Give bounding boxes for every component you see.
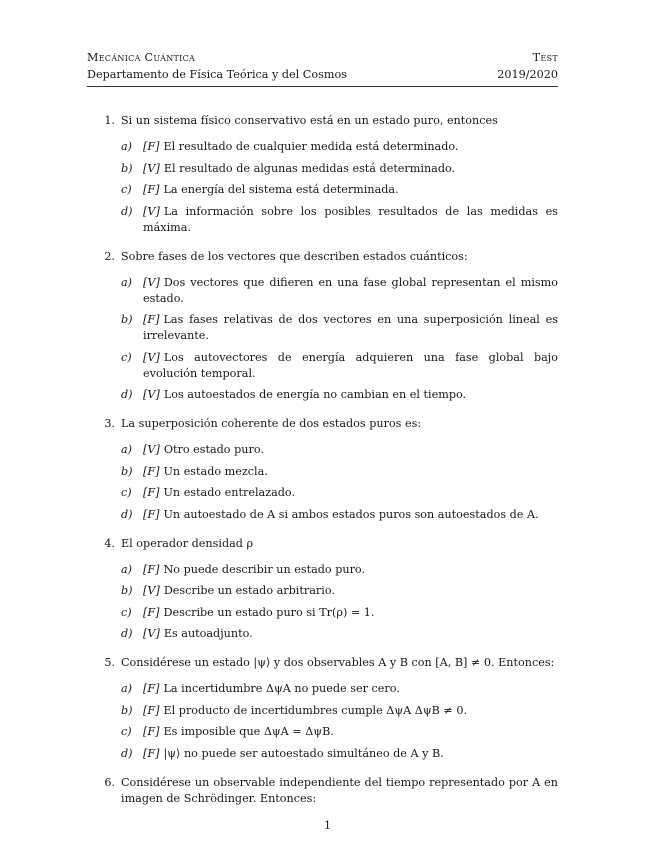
option-label: a) [121,275,133,289]
answer-mark: [V] [143,627,160,640]
option-body [143,464,558,480]
option-label: d) [121,388,133,401]
option-text: La información sobre los posibles resultados de las medidas es máxima. [143,204,558,234]
option-text: Describe un estado puro si Tr(ρ) = 1. [163,605,375,619]
answer-mark: [F] [143,183,160,196]
option-item [121,681,558,697]
option-item [121,626,558,642]
option-body [143,703,558,719]
option-body [143,507,558,523]
option-label: a) [121,682,133,695]
option-text: Dos vectores que difieren en una fase global representan el mismo estado. [143,275,558,305]
question-number: 1. [104,114,115,127]
question-4 [87,536,558,552]
option-list [121,139,558,236]
option-body [143,139,558,155]
option-list [121,681,558,762]
option-item [121,724,558,740]
option-label: b) [121,313,133,326]
question-text: Considérese un observable independiente del tiempo representado por A en imagen de Schrödinger. Entonces: [121,775,558,805]
option-body [143,387,558,403]
option-label: d) [121,507,133,521]
option-label: d) [121,627,133,640]
option-body [143,204,558,236]
option-item [121,605,558,621]
question-text: La superposición coherente de dos estados puros es: [121,417,422,430]
answer-mark: [V] [143,204,160,218]
option-label: b) [121,584,133,597]
option-label: b) [121,703,133,717]
question-text: Sobre fases de los vectores que describen estados cuánticos: [121,249,468,263]
question-2 [87,249,558,265]
option-body [143,275,558,307]
page-number: 1 [323,819,332,832]
option-body [143,161,558,177]
header-row-top [87,49,558,66]
answer-mark: [F] [143,313,160,326]
option-item [121,562,558,578]
option-label: c) [121,486,132,499]
option-text: El producto de incertidumbres cumple ΔψA ΔψB ≠ 0. [163,703,468,717]
option-body [143,583,558,599]
option-text: Los autovectores de energía adquieren una fase global bajo evolución temporal. [143,350,558,380]
option-list [121,442,558,523]
question-number: 6. [104,775,115,789]
option-body [143,350,558,382]
option-item [121,442,558,458]
option-label: d) [121,746,133,760]
answer-mark: [F] [143,140,160,153]
option-body [143,182,558,198]
document-type: Test [532,51,558,64]
option-item [121,312,558,344]
question-6 [87,775,558,807]
option-text: Describe un estado arbitrario. [163,584,335,597]
question-number: 5. [104,656,115,669]
option-item [121,350,558,382]
option-item [121,485,558,501]
answer-mark: [F] [143,605,160,619]
answer-mark: [F] [143,507,160,521]
option-text: El resultado de cualquier medida está determinado. [163,140,459,153]
option-item [121,182,558,198]
question-text: Si un sistema físico conservativo está en un estado puro, entonces [121,114,498,127]
option-body [143,605,558,621]
option-body [143,312,558,344]
option-item [121,387,558,403]
option-body [143,724,558,740]
option-body [143,562,558,578]
option-text: Los autoestados de energía no cambian en el tiempo. [163,388,467,401]
answer-mark: [V] [143,584,160,597]
option-label: b) [121,464,133,478]
option-body [143,626,558,642]
answer-mark: [V] [143,161,160,175]
option-item [121,464,558,480]
question-text: El operador densidad ρ [121,536,254,550]
option-text: Otro estado puro. [163,443,264,456]
page-header [87,49,558,83]
answer-mark: [F] [143,746,160,760]
answer-mark: [F] [143,682,160,695]
question-list [87,113,558,817]
option-text: Un estado mezcla. [163,464,268,478]
option-label: a) [121,443,133,456]
option-text: La incertidumbre ΔψA no puede ser cero. [163,682,400,695]
option-item [121,703,558,719]
answer-mark: [V] [143,388,160,401]
option-label: c) [121,725,132,738]
answer-mark: [F] [143,725,160,738]
option-body [143,485,558,501]
course-title: Mecánica Cuántica [87,51,196,64]
option-item [121,204,558,236]
option-label: a) [121,562,133,576]
option-item [121,507,558,523]
option-body [143,746,558,762]
department-name: Departamento de Física Teórica y del Cosmos [87,68,347,81]
option-label: c) [121,183,132,196]
option-text: Las fases relativas de dos vectores en una superposición lineal es irrelevante. [143,313,558,342]
option-item [121,139,558,155]
option-label: a) [121,140,133,153]
option-text: Es imposible que ΔψA = ΔψB. [163,725,334,738]
answer-mark: [V] [143,275,160,289]
option-label: d) [121,204,133,218]
question-1 [87,113,558,129]
option-item [121,161,558,177]
option-body [143,442,558,458]
answer-mark: [F] [143,703,160,717]
answer-mark: [F] [143,464,160,478]
option-text: El resultado de algunas medidas está determinado. [163,161,456,175]
header-row-bottom [87,66,558,83]
option-label: c) [121,350,132,364]
option-text: Un autoestado de A si ambos estados puros son autoestados de A. [163,507,539,521]
academic-year: 2019/2020 [497,68,558,81]
option-text: La energía del sistema está determinada. [163,183,399,196]
option-label: c) [121,605,132,619]
option-item [121,583,558,599]
option-text: No puede describir un estado puro. [163,562,366,576]
option-label: b) [121,161,133,175]
option-text: Un estado entrelazado. [163,486,296,499]
question-number: 3. [104,417,115,430]
question-number: 4. [104,536,115,550]
option-list [121,562,558,643]
header-rule [87,86,558,87]
answer-mark: [V] [143,443,160,456]
option-text: |ψ⟩ no puede ser autoestado simultáneo de A y B. [163,746,444,760]
question-text: Considérese un estado |ψ⟩ y dos observables A y B con [A, B] ≠ 0. Entonces: [121,656,555,669]
question-5 [87,655,558,671]
question-3 [87,416,558,432]
option-item [121,746,558,762]
option-item [121,275,558,307]
answer-mark: [V] [143,350,160,364]
option-text: Es autoadjunto. [163,627,253,640]
answer-mark: [F] [143,486,160,499]
answer-mark: [F] [143,562,160,576]
option-body [143,681,558,697]
option-list [121,275,558,404]
question-number: 2. [104,249,115,263]
